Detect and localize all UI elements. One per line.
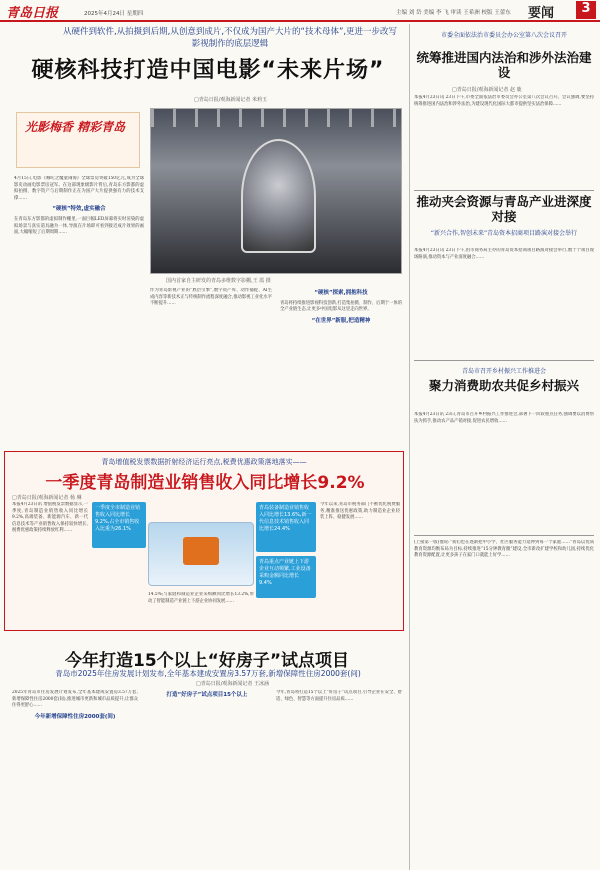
box-byline: □青岛日报/观海新闻记者 杨 琳 xyxy=(12,495,82,501)
bottom-column-3: 今年,青岛将打造15个以上“好房子”试点项目,引导企业在安全、舒适、绿色、智慧等方面提升住房品质…… xyxy=(276,690,402,702)
lead-subtitle: 从硬件到软件,从拍摄到后期,从创意到成片,不仅成为国产大片的“技术母体”,更进一步改写影视制作的底层逻辑 xyxy=(62,27,398,49)
stat-card-2: 青岛装备制造业销售收入同比增长13.6%,新一代信息技术销售收入同比增长24.4% xyxy=(256,502,316,552)
box-body-3: 今年以来,青岛市税务部门不断优化税费服务,精准推送优惠政策,助力制造业企业轻装上阵、稳健发展…… xyxy=(320,502,400,521)
lead-subhead-3: “在世界”新服,把造精神 xyxy=(311,317,371,324)
bottom-subtitle: 青岛市2025年住房发展计划发布,全年基本建成安置房3.57万套,新增保障性住房2000套(间) xyxy=(55,669,361,678)
camera-rig xyxy=(241,139,316,254)
right-mid2-kicker: 青岛市召开乡村振兴工作推进会 xyxy=(461,368,546,375)
lead-subhead-2: “硬核”探索,拥抱科技 xyxy=(314,290,368,296)
lead-para-4: 青岛将持续推进影视科技创新,打造集拍摄、制作、后期于一体的全产业链生态,让更多中国电影从这里走向世界。 xyxy=(280,300,402,313)
lead-subhead-1: “硬核”特效,虚实融合 xyxy=(52,206,106,213)
bottom-column-2 xyxy=(144,690,270,866)
feature-logo-text: 光影梅香 精彩青岛 xyxy=(25,120,126,134)
right-top-headline[interactable]: 统筹推进国内法治和涉外法治建设 xyxy=(416,50,592,80)
photo-caption: 国内首家自主研发的青岛多维数字影棚,王 霞 摄 xyxy=(166,278,271,284)
newspaper-logo: 青岛日报 xyxy=(6,6,59,21)
lead-para-1: 4月15日,电影《哪吒之魔童闹海》全球票房突破150亿元,成为全球影史动画电影票房冠军。在这部现象级影片背后,青岛东方影都的虚拟拍摄、数字资产与后期制作正在为国产大片提供强有力的技术支撑…… xyxy=(14,176,144,201)
right-mid2-body: 本报4月23日讯 23日,青岛市召开乡村振兴工作推进会,部署下一阶段重点任务,强调要以消费帮扶为抓手,推动农产品产销对接,促进农民增收…… xyxy=(414,412,594,424)
column-divider xyxy=(409,24,410,870)
divider xyxy=(414,190,594,191)
lead-photo xyxy=(150,108,402,274)
lead-column-2 xyxy=(150,288,272,446)
bottom-para-1: 2025年青岛市住房发展计划发布,全年基本建成安置房3.57万套,新增保障性住房2000套(间),推进城市更新和城市品质提升,让群众住得更舒心…… xyxy=(12,690,138,709)
box-body-2: 14.5%;与家庭和制造业企业采购额同比增长13.2%,带动了智能制造产业链上下游企业协同发展…… xyxy=(148,592,254,604)
right-top-kicker: 市委全面依法治市委员会办公室第八次会议召开 xyxy=(440,32,567,39)
printer-illustration xyxy=(148,522,254,586)
divider xyxy=(414,535,594,536)
right-mid2-headline[interactable]: 聚力消费助农共促乡村振兴 xyxy=(428,378,579,393)
box-body-1: 本报4月23日讯 增值税发票数据显示,一季度,青岛制造业销售收入同比增长9.2%,高端装备、新能源汽车、新一代信息技术等产业销售收入保持较快增长,税费优惠政策持续释放红利…… xyxy=(12,502,88,534)
bottom-byline: □青岛日报/观海新闻记者 王冰涵 xyxy=(196,681,269,687)
feature-logo xyxy=(16,112,140,168)
bottom-column-1 xyxy=(12,690,138,866)
editors-line: 主编 刘 岱 美编 李 飞 审读 王希洲 校版 王蕾东 xyxy=(396,10,511,16)
lead-para-2: 在青岛东方影都的虚拟制作棚里,一面巨幅LED屏幕将实时渲染的虚拟场景与真实道具融为一体,导演在片场即可看到接近成片效果的画面,大幅缩短了后期周期…… xyxy=(14,216,144,236)
issue-date: 2025年4月24日 星期四 xyxy=(84,11,144,17)
lead-para-3: 作为青岛影视产业的“底层引擎”,数字资产库、动作捕捉、AI生成内容等新技术正与传统制作流程深度融合,推动影视工业化水平不断提升…… xyxy=(150,288,272,307)
section-title: 要闻 xyxy=(528,6,555,21)
right-mid-body: 本报4月23日讯 23日下午,由市商务局主办的青岛资本招商项目路演对接会举行,数十个项目现场路演,推动资本与产业深度融合…… xyxy=(414,248,594,260)
right-mid-headline[interactable]: 推动夹会资源与青岛产业进深度对接 xyxy=(416,194,592,224)
right-top-body: 本报4月23日讯 23日下午,市委全面依法治市委员会办公室第八次会议召开。会议强调,要坚持统筹推进国内法治和涉外法治,为建设现代化国际大都市提供坚实法治保障…… xyxy=(414,95,594,107)
divider xyxy=(414,360,594,361)
right-top-byline: □青岛日报/观海新闻记者 赵 鹿 xyxy=(452,87,522,93)
bottom-subhead-1: 今年新增保障性住房2000套(间) xyxy=(34,713,116,720)
lead-byline: □青岛日报/观海新闻记者 米莉玉 xyxy=(194,97,267,103)
studio-lights xyxy=(151,109,401,127)
printer-head xyxy=(183,537,219,565)
lead-headline[interactable]: 硬核科技打造中国电影“未来片场” xyxy=(31,58,385,83)
stat-card-1: 一季度全市制造业销售收入同比增长9.2%,占全市销售收入比重为26.1% xyxy=(92,502,146,548)
page-number: 3 xyxy=(576,1,596,19)
box-headline[interactable]: 一季度青岛制造业销售收入同比增长9.2% xyxy=(45,473,365,493)
lead-column-3 xyxy=(280,288,402,446)
right-mid-kicker: “新兴合作,智创未来”青岛资本招商项目路演对接会举行 xyxy=(430,230,578,237)
right-bottom-body: (上接第一版)他说:“我们也在逐渐把中小学、社区服务能力延伸到每一个家庭……”青岛以优质教育资源均衡布局为目标,持续推进“15分钟教育圈”建设,全市新改扩建学校和幼儿园,持续优化教育资源配置,让更多孩子在家门口就能上好学…… xyxy=(414,540,594,559)
stat-card-3: 青岛重点产业链上下游企业互动频繁,工业设备采购金额同比增长 9.4% xyxy=(256,556,316,598)
bottom-subhead-2: 打造“好房子”试点项目15个以上 xyxy=(166,692,248,698)
bottom-headline[interactable]: 今年打造15个以上“好房子”试点项目 xyxy=(64,651,349,671)
lead-column-1 xyxy=(14,176,144,446)
box-kicker: 青岛增值税发票数据折射经济运行亮点,税费优惠政策落地落实—— xyxy=(101,458,307,466)
